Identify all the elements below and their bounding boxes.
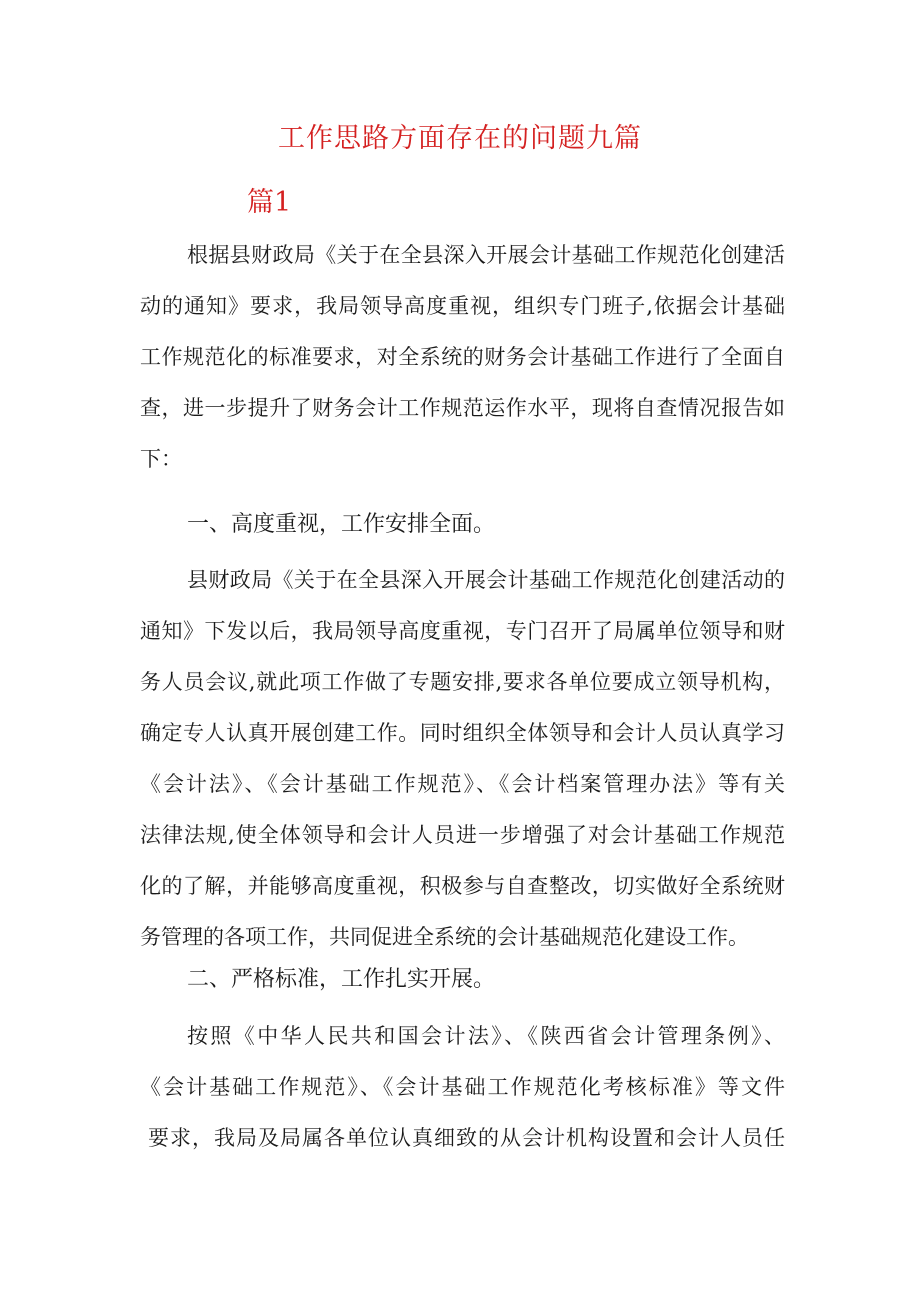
paragraph-line: 确定专人认真开展创建工作。同时组织全体领导和会计人员认真学习: [140, 721, 785, 745]
paragraph-intro: [140, 230, 785, 485]
document-title: 工作思路方面存在的问题九篇: [278, 123, 642, 154]
paragraph-line: 县财政局《关于在全县深入开展会计基础工作规范化创建活动的: [187, 568, 785, 592]
section-heading-1: 一、高度重视，工作安排全面。: [187, 512, 496, 537]
chapter-heading: 篇1: [247, 187, 292, 218]
paragraph-line: 《会计基础工作规范》、《会计基础工作规范化考核标准》等文件: [140, 1075, 785, 1099]
paragraph-line: 通知》下发以后，我局领导高度重视，专门召开了局属单位领导和财: [140, 619, 785, 643]
paragraph-line: 查，进一步提升了财务会计工作规范运作水平，现将自查情况报告如: [140, 396, 785, 420]
paragraph-line: 按照《中华人民共和国会计法》、《陕西省会计管理条例》、: [187, 1024, 785, 1048]
paragraph-line: 根据县财政局《关于在全县深入开展会计基础工作规范化创建活: [187, 243, 785, 267]
paragraph-line: 化的了解，并能够高度重视，积极参与自查整改，切实做好全系统财: [140, 874, 785, 898]
paragraph-line: 务人员会议,就此项工作做了专题安排,要求各单位要成立领导机构，: [140, 670, 785, 694]
paragraph-section-2: [140, 1011, 785, 1164]
paragraph-line: 务管理的各项工作，共同促进全系统的会计基础规范化建设工作。: [140, 925, 749, 949]
paragraph-line: 工作规范化的标准要求，对全系统的财务会计基础工作进行了全面自: [140, 345, 785, 369]
paragraph-line: 动的通知》要求，我局领导高度重视，组织专门班子,依据会计基础: [140, 294, 785, 318]
paragraph-line: 法律法规,使全体领导和会计人员进一步增强了对会计基础工作规范: [140, 823, 785, 847]
paragraph-section-1: [140, 555, 785, 963]
paragraph-line: 下：: [140, 447, 182, 471]
paragraph-line: 《会计法》、《会计基础工作规范》、《会计档案管理办法》等有关: [140, 772, 785, 796]
paragraph-line: 要求，我局及局属各单位认真细致的从会计机构设置和会计人员任: [148, 1126, 785, 1150]
section-heading-2: 二、严格标准，工作扎实开展。: [187, 967, 496, 992]
